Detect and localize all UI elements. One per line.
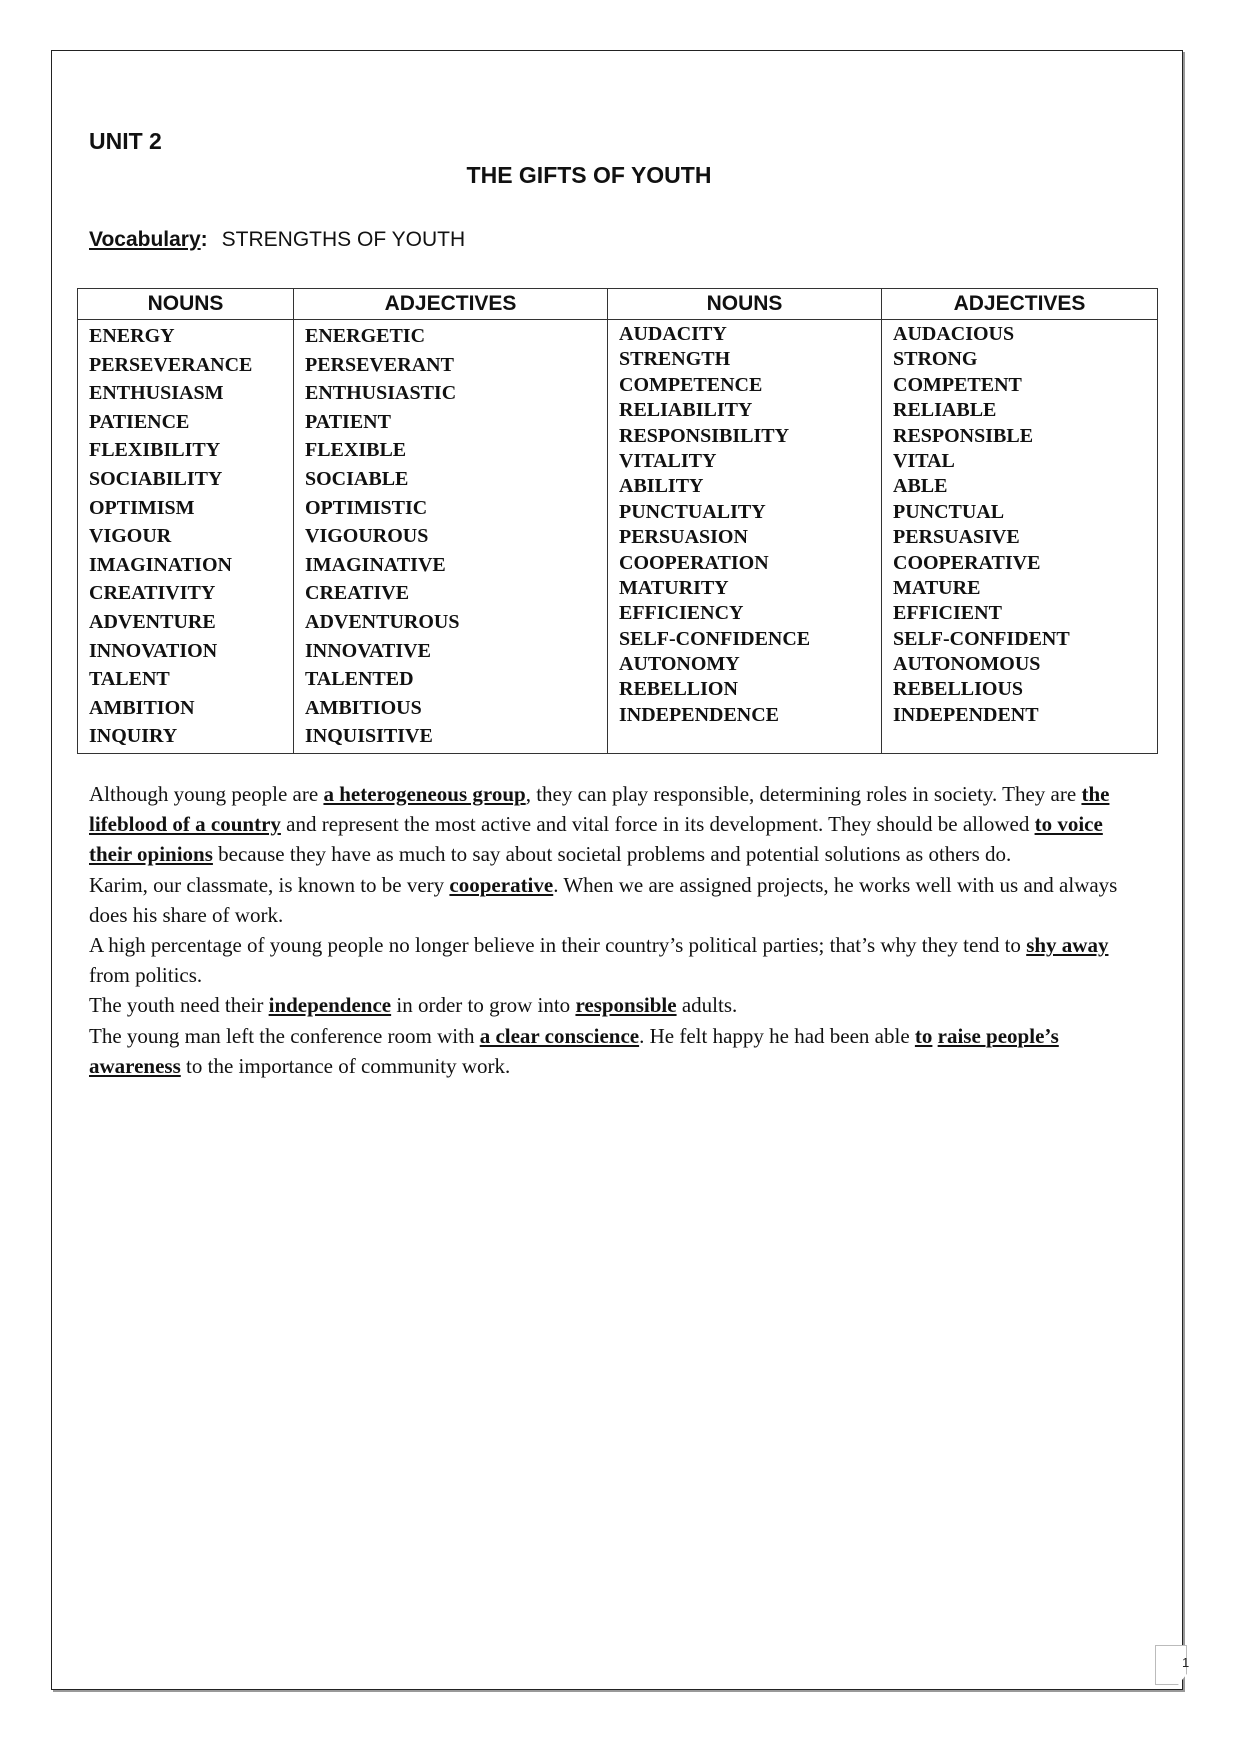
table-cell: ENERGETIC bbox=[305, 325, 426, 347]
vocabulary-subtitle: STRENGTHS OF YOUTH bbox=[221, 228, 466, 251]
table-cell: ENERGY bbox=[89, 325, 175, 347]
table-cell: INNOVATIVE bbox=[305, 639, 431, 662]
key-phrase: to voice their opinions bbox=[89, 812, 1103, 867]
table-cell: MATURE bbox=[893, 576, 981, 599]
header-nouns-1: NOUNS bbox=[78, 289, 294, 320]
table-cell: INQUISITIVE bbox=[305, 725, 433, 748]
table-cell: COOPERATIVE bbox=[893, 551, 1041, 574]
column-nouns-1 bbox=[78, 320, 294, 754]
text: The youth need their bbox=[89, 993, 269, 1018]
table-cell: PATIENT bbox=[305, 410, 391, 433]
table-cell: STRENGTH bbox=[619, 348, 731, 371]
table-header-row bbox=[78, 289, 1158, 320]
key-phrase: a heterogeneous group bbox=[323, 782, 526, 806]
table-cell: INDEPENDENCE bbox=[619, 703, 780, 726]
vocabulary-table bbox=[77, 288, 1158, 754]
table-cell: INNOVATION bbox=[89, 639, 218, 662]
text: adults. bbox=[676, 993, 738, 1018]
table-cell: VIGOUROUS bbox=[305, 525, 429, 548]
table-cell: TALENTED bbox=[305, 668, 414, 691]
paragraph-1 bbox=[89, 779, 1145, 870]
adjectives-list-2 bbox=[893, 322, 1157, 728]
text: Karim, our classmate, is known to be very bbox=[89, 872, 450, 897]
text: and represent the most active and vital force in its development. They should be allowed bbox=[280, 812, 1035, 837]
table-cell: ABLE bbox=[893, 475, 948, 498]
table-cell: PERSUASIVE bbox=[893, 526, 1020, 549]
table-cell: RESPONSIBILITY bbox=[619, 424, 790, 447]
table-cell: REBELLION bbox=[619, 678, 738, 701]
key-phrase: independence bbox=[268, 993, 392, 1018]
table-cell: AMBITIOUS bbox=[305, 696, 422, 719]
table-cell: SOCIABILITY bbox=[89, 467, 223, 490]
key-phrase: a clear conscience bbox=[479, 1023, 640, 1048]
table-cell: VIGOUR bbox=[89, 525, 172, 548]
table-cell: CREATIVE bbox=[305, 582, 410, 605]
table-cell: PERSEVERANCE bbox=[89, 353, 253, 376]
header-adjectives-2: ADJECTIVES bbox=[882, 289, 1158, 320]
table-cell: SOCIABLE bbox=[305, 467, 409, 490]
table-cell: SELF-CONFIDENT bbox=[893, 627, 1070, 650]
text: . He felt happy he had been able bbox=[639, 1023, 915, 1048]
table-cell: AUDACITY bbox=[619, 323, 727, 345]
key-phrase: raise people’s awareness bbox=[89, 1023, 1059, 1078]
table-cell: IMAGINATIVE bbox=[305, 553, 446, 576]
text: , they can play responsible, determining roles in society. They are bbox=[525, 782, 1082, 806]
text: A high percentage of young people no longer believe in their country’s political parties; that’s why they tend to bbox=[89, 933, 1027, 958]
table-cell: ADVENTURE bbox=[89, 610, 216, 633]
table-cell: RESPONSIBLE bbox=[893, 424, 1034, 447]
table-cell: AMBITION bbox=[89, 696, 195, 719]
text: The young man left the conference room with bbox=[89, 1023, 480, 1048]
table-cell: VITALITY bbox=[619, 449, 717, 472]
paragraph-3 bbox=[89, 930, 1145, 990]
header-nouns-2: NOUNS bbox=[608, 289, 882, 320]
page-title: THE GIFTS OF YOUTH bbox=[466, 162, 712, 188]
table-cell: COMPETENCE bbox=[619, 373, 763, 396]
key-phrase: shy away bbox=[1026, 933, 1109, 958]
column-nouns-2 bbox=[608, 320, 882, 754]
table-cell: REBELLIOUS bbox=[893, 678, 1024, 701]
vocabulary-colon: : bbox=[200, 228, 208, 251]
table-cell: EFFICIENT bbox=[893, 602, 1002, 625]
table-cell: RELIABLE bbox=[893, 399, 997, 422]
table-cell: OPTIMISTIC bbox=[305, 496, 428, 519]
table-cell: SELF-CONFIDENCE bbox=[619, 627, 811, 650]
table-cell: ADVENTUROUS bbox=[305, 610, 460, 633]
header-adjectives-1: ADJECTIVES bbox=[294, 289, 608, 320]
table-cell: FLEXIBILITY bbox=[89, 439, 221, 462]
key-phrase: the lifeblood of a country bbox=[89, 782, 1110, 837]
table-cell: FLEXIBLE bbox=[305, 439, 407, 462]
table-cell: CREATIVITY bbox=[89, 582, 216, 605]
key-phrase: cooperative bbox=[449, 872, 554, 897]
table-cell: AUDACIOUS bbox=[893, 323, 1015, 345]
table-cell: ENTHUSIASTIC bbox=[305, 382, 457, 405]
column-adjectives-1 bbox=[294, 320, 608, 754]
table-cell: PATIENCE bbox=[89, 410, 190, 433]
table-cell: COOPERATION bbox=[619, 551, 769, 574]
table-cell: PERSUASION bbox=[619, 526, 748, 549]
text: in order to grow into bbox=[391, 993, 576, 1018]
table-cell: STRONG bbox=[893, 348, 978, 371]
table-cell: PERSEVERANT bbox=[305, 353, 454, 376]
table-cell: MATURITY bbox=[619, 576, 729, 599]
table-body-row bbox=[78, 320, 1158, 754]
paragraph-4 bbox=[89, 990, 1145, 1020]
table-cell: RELIABILITY bbox=[619, 399, 753, 422]
table-cell: VITAL bbox=[893, 449, 955, 472]
text: from politics. bbox=[89, 963, 203, 988]
nouns-list-2 bbox=[619, 322, 881, 728]
text: Although young people are bbox=[89, 782, 324, 806]
table-cell: PUNCTUAL bbox=[893, 500, 1005, 523]
unit-title: UNIT 2 bbox=[89, 128, 162, 154]
table-cell: ABILITY bbox=[619, 475, 704, 498]
table-cell: PUNCTUALITY bbox=[619, 500, 766, 523]
text: to the importance of community work. bbox=[180, 1053, 511, 1078]
text: because they have as much to say about societal problems and potential solutions as others do. bbox=[212, 842, 1012, 867]
table-cell: ENTHUSIASM bbox=[89, 382, 224, 405]
adjectives-list-1 bbox=[305, 322, 607, 751]
column-adjectives-2 bbox=[882, 320, 1158, 754]
nouns-list-1 bbox=[89, 322, 293, 751]
paragraph-2 bbox=[89, 870, 1145, 930]
table-cell: INDEPENDENT bbox=[893, 703, 1039, 726]
table-cell: TALENT bbox=[89, 668, 170, 691]
table-cell: INQUIRY bbox=[89, 725, 178, 748]
table-cell: IMAGINATION bbox=[89, 553, 232, 576]
table-cell: EFFICIENCY bbox=[619, 602, 744, 625]
table-cell: OPTIMISM bbox=[89, 496, 195, 519]
table-cell: AUTONOMOUS bbox=[893, 653, 1041, 676]
key-phrase: responsible bbox=[575, 993, 677, 1018]
vocabulary-heading bbox=[89, 228, 465, 252]
page-number: 1 bbox=[1182, 1655, 1190, 1670]
paragraph-5 bbox=[89, 1021, 1145, 1081]
text: . When we are assigned projects, he works well with us and always does his share of work. bbox=[89, 872, 1118, 927]
table-cell: AUTONOMY bbox=[619, 653, 740, 676]
table-cell: COMPETENT bbox=[893, 373, 1022, 396]
vocabulary-label: Vocabulary bbox=[89, 228, 201, 251]
key-phrase: to bbox=[914, 1023, 933, 1048]
example-sentences bbox=[89, 779, 1145, 1081]
